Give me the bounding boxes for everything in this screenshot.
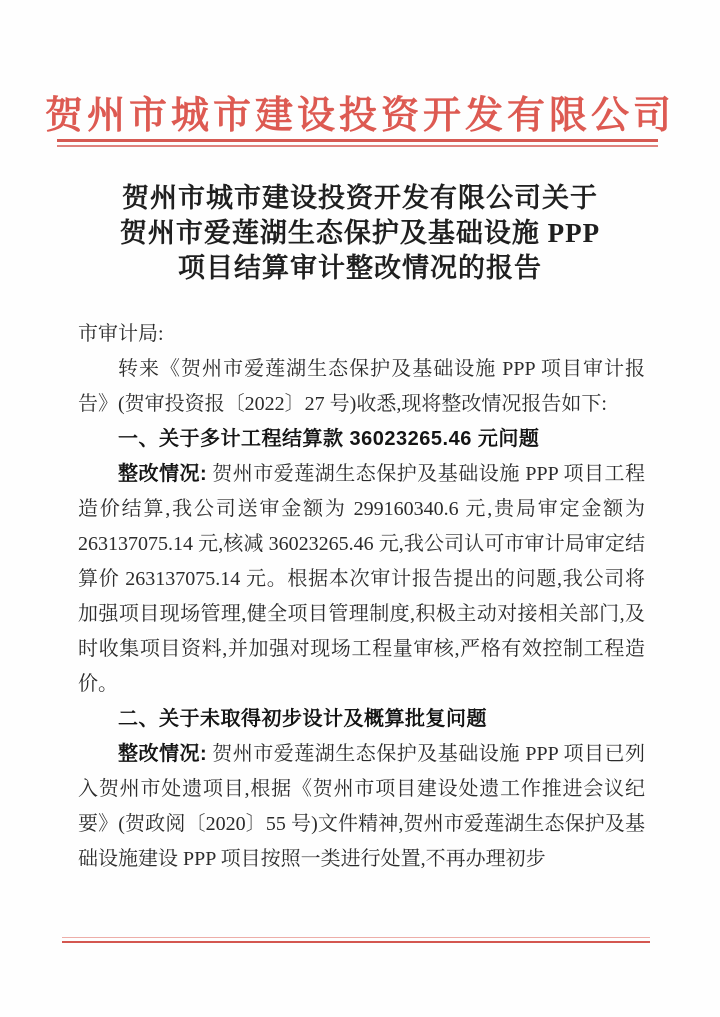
letterhead-divider <box>57 139 658 147</box>
title-line-1: 贺州市城市建设投资开发有限公司关于 <box>122 183 598 213</box>
section-2-paragraph <box>78 737 645 877</box>
section-1-rectification-label: 整改情况: <box>118 463 207 485</box>
salutation: 市审计局: <box>78 323 164 345</box>
title-line-3: 项目结算审计整改情况的报告 <box>178 253 542 283</box>
footer-divider <box>62 937 650 943</box>
section-1-paragraph <box>78 457 645 702</box>
letterhead-company-name: 贺州市城市建设投资开发有限公司 <box>44 95 675 137</box>
section-1-text: 贺州市爱莲湖生态保护及基础设施 PPP 项目工程造价结算,我公司送审金额为 299160340.6 元,贵局审定金额为 263137075.14 元,核减 36023265.46 元,我公司认可市审计局审定结算价 263137075.14 元。根据本次审计报告提出的问题,我公司将加强项目现场管理,健全项目管理制度,积极主动对接相关部门,及时收集项目资料,并加强对现场工程量审核,严格有效控制工程造价。 <box>78 463 645 695</box>
intro-paragraph: 转来《贺州市爱莲湖生态保护及基础设施 PPP 项目审计报告》(贺审投资报〔2022〕27 号)收悉,现将整改情况报告如下: <box>78 358 645 415</box>
section-2-heading: 二、关于未取得初步设计及概算批复问题 <box>118 708 487 730</box>
section-1-heading: 一、关于多计工程结算款 36023265.46 元问题 <box>118 428 540 450</box>
title-line-2: 贺州市爱莲湖生态保护及基础设施 PPP <box>119 218 601 248</box>
section-2-text: 贺州市爱莲湖生态保护及基础设施 PPP 项目已列入贺州市处遗项目,根据《贺州市项目建设处遗工作推进会议纪要》(贺政阅〔2020〕55 号)文件精神,贺州市爱莲湖生态保护及基础设施建设 PPP 项目按照一类进行处置,不再办理初步 <box>78 743 645 870</box>
document-title <box>0 181 720 286</box>
section-2-rectification-label: 整改情况: <box>118 743 207 765</box>
document-body <box>78 317 645 877</box>
